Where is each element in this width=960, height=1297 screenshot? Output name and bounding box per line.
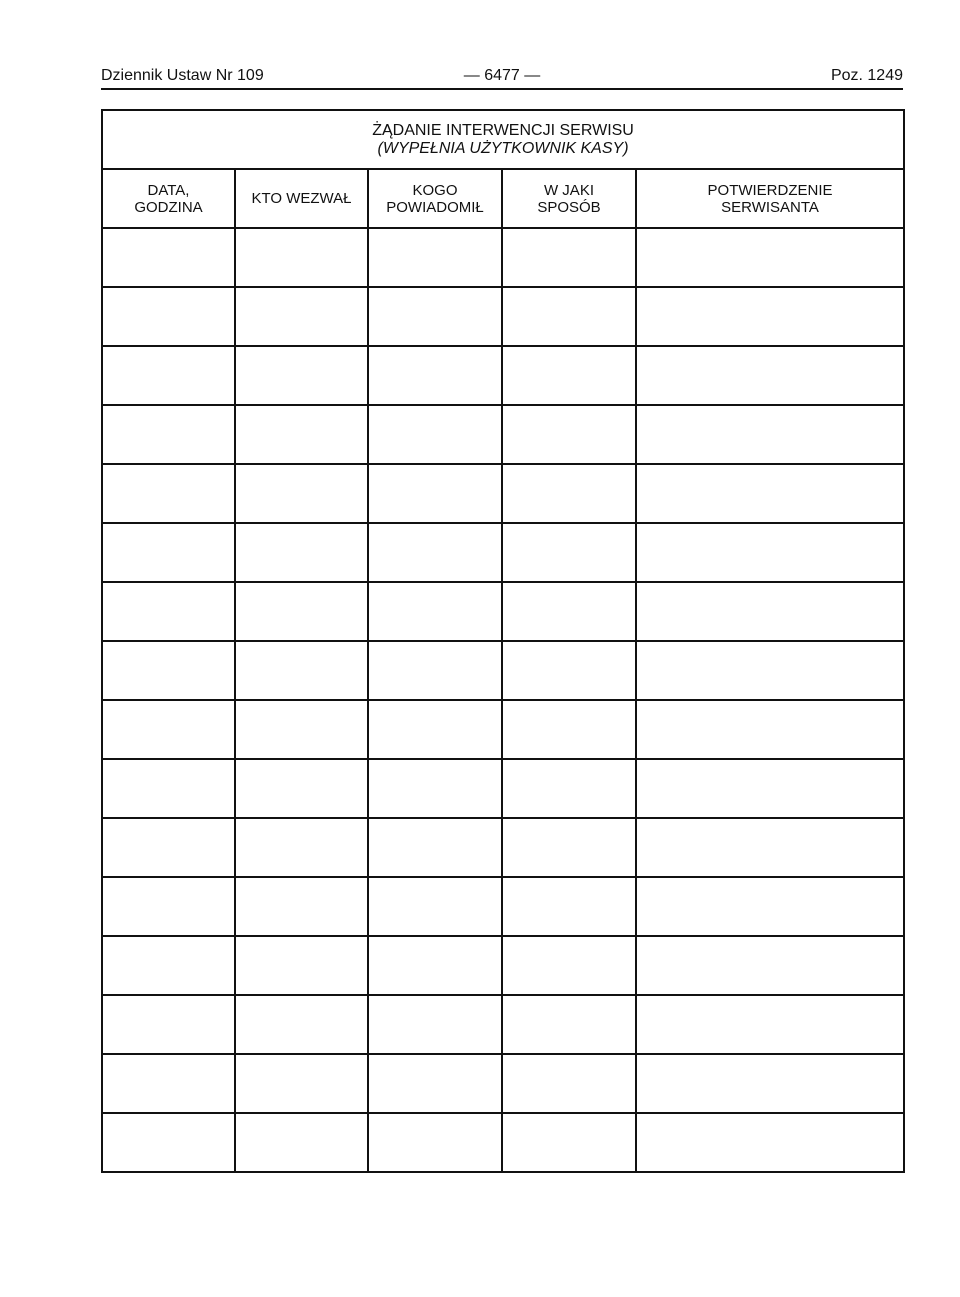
cell-technician-confirmation — [636, 759, 904, 818]
header-rule — [101, 88, 903, 90]
cell-date-time — [102, 464, 235, 523]
table-row — [102, 523, 904, 582]
table-row — [102, 228, 904, 287]
cell-method — [502, 228, 636, 287]
table-row — [102, 1113, 904, 1172]
column-header-who-called: KTO WEZWAŁ — [235, 169, 368, 228]
cell-technician-confirmation — [636, 641, 904, 700]
cell-date-time — [102, 877, 235, 936]
table-row — [102, 405, 904, 464]
table-body — [102, 228, 904, 1172]
cell-technician-confirmation — [636, 995, 904, 1054]
table-row — [102, 582, 904, 641]
cell-technician-confirmation — [636, 287, 904, 346]
cell-who-called — [235, 523, 368, 582]
form-subtitle: (WYPEŁNIA UŻYTKOWNIK KASY) — [377, 139, 629, 157]
cell-who-notified — [368, 346, 502, 405]
cell-method — [502, 700, 636, 759]
cell-who-notified — [368, 405, 502, 464]
cell-date-time — [102, 1113, 235, 1172]
cell-who-called — [235, 877, 368, 936]
cell-date-time — [102, 818, 235, 877]
cell-who-notified — [368, 287, 502, 346]
table-row — [102, 700, 904, 759]
page-header — [101, 64, 903, 88]
cell-method — [502, 582, 636, 641]
cell-technician-confirmation — [636, 405, 904, 464]
table-row — [102, 464, 904, 523]
cell-who-called — [235, 405, 368, 464]
cell-date-time — [102, 582, 235, 641]
table-row — [102, 818, 904, 877]
table-row — [102, 759, 904, 818]
cell-date-time — [102, 523, 235, 582]
cell-method — [502, 1113, 636, 1172]
form-title: ŻĄDANIE INTERWENCJI SERWISU — [372, 121, 634, 139]
cell-method — [502, 405, 636, 464]
cell-method — [502, 995, 636, 1054]
cell-who-called — [235, 936, 368, 995]
cell-method — [502, 287, 636, 346]
cell-technician-confirmation — [636, 936, 904, 995]
cell-who-called — [235, 287, 368, 346]
cell-who-notified — [368, 641, 502, 700]
cell-technician-confirmation — [636, 1054, 904, 1113]
cell-technician-confirmation — [636, 582, 904, 641]
journal-title: Dziennik Ustaw Nr 109 — [101, 67, 264, 84]
cell-method — [502, 464, 636, 523]
cell-technician-confirmation — [636, 1113, 904, 1172]
cell-who-notified — [368, 759, 502, 818]
cell-date-time — [102, 1054, 235, 1113]
cell-who-called — [235, 995, 368, 1054]
cell-date-time — [102, 346, 235, 405]
cell-who-called — [235, 759, 368, 818]
cell-date-time — [102, 641, 235, 700]
cell-date-time — [102, 995, 235, 1054]
column-header-date-time: DATA, GODZINA — [102, 169, 235, 228]
cell-who-notified — [368, 818, 502, 877]
column-header-method: W JAKI SPOSÓB — [502, 169, 636, 228]
table-title-cell — [102, 110, 904, 169]
cell-who-notified — [368, 1054, 502, 1113]
cell-who-notified — [368, 582, 502, 641]
cell-who-notified — [368, 228, 502, 287]
table-row — [102, 287, 904, 346]
cell-technician-confirmation — [636, 523, 904, 582]
service-request-table — [101, 109, 905, 1173]
cell-who-called — [235, 346, 368, 405]
cell-who-called — [235, 228, 368, 287]
table-row — [102, 995, 904, 1054]
cell-who-notified — [368, 464, 502, 523]
table-row — [102, 346, 904, 405]
cell-technician-confirmation — [636, 228, 904, 287]
table-row — [102, 936, 904, 995]
page-number: — 6477 — — [463, 67, 541, 84]
cell-technician-confirmation — [636, 818, 904, 877]
cell-who-notified — [368, 523, 502, 582]
cell-method — [502, 936, 636, 995]
cell-who-notified — [368, 700, 502, 759]
column-header-who-notified: KOGO POWIADOMIŁ — [368, 169, 502, 228]
cell-date-time — [102, 287, 235, 346]
table-row — [102, 641, 904, 700]
cell-date-time — [102, 405, 235, 464]
cell-who-notified — [368, 936, 502, 995]
table-row — [102, 1054, 904, 1113]
cell-who-called — [235, 700, 368, 759]
cell-date-time — [102, 228, 235, 287]
cell-technician-confirmation — [636, 464, 904, 523]
cell-who-called — [235, 582, 368, 641]
cell-who-called — [235, 818, 368, 877]
cell-date-time — [102, 700, 235, 759]
table-row — [102, 877, 904, 936]
cell-method — [502, 818, 636, 877]
cell-method — [502, 1054, 636, 1113]
cell-who-called — [235, 1054, 368, 1113]
cell-date-time — [102, 936, 235, 995]
cell-method — [502, 523, 636, 582]
cell-who-called — [235, 1113, 368, 1172]
cell-method — [502, 759, 636, 818]
cell-who-notified — [368, 877, 502, 936]
cell-technician-confirmation — [636, 346, 904, 405]
column-header-technician-confirmation: POTWIERDZENIE SERWISANTA — [636, 169, 904, 228]
cell-who-notified — [368, 995, 502, 1054]
cell-technician-confirmation — [636, 877, 904, 936]
cell-who-called — [235, 641, 368, 700]
cell-method — [502, 877, 636, 936]
position-number: Poz. 1249 — [830, 67, 903, 84]
cell-technician-confirmation — [636, 700, 904, 759]
cell-date-time — [102, 759, 235, 818]
cell-method — [502, 346, 636, 405]
cell-who-called — [235, 464, 368, 523]
cell-method — [502, 641, 636, 700]
cell-who-notified — [368, 1113, 502, 1172]
